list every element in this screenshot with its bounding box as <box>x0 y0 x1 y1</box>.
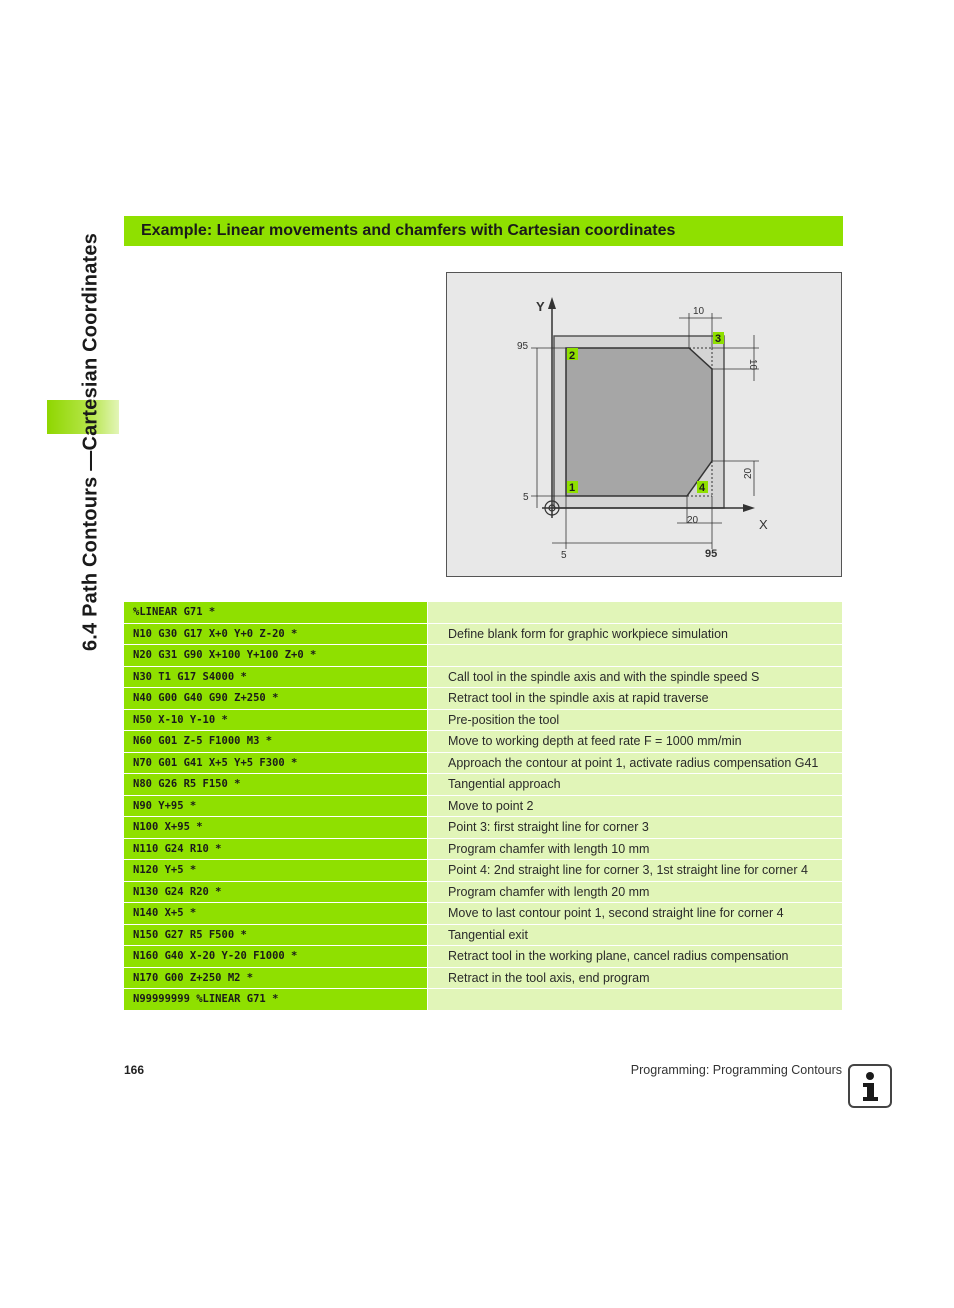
dim-95-bottom-label: 95 <box>705 548 718 560</box>
program-row <box>124 774 842 796</box>
nc-block-code: N110 G24 R10 * <box>124 839 427 861</box>
program-row <box>124 860 842 882</box>
program-row <box>124 624 842 646</box>
nc-block-code: N150 G27 R5 F500 * <box>124 925 427 947</box>
nc-block-description: Call tool in the spindle axis and with the spindle speed S <box>427 667 842 689</box>
nc-block-description: Define blank form for graphic workpiece simulation <box>427 624 842 646</box>
program-row <box>124 645 842 667</box>
nc-block-description: Tangential exit <box>427 925 842 947</box>
nc-block-code: N140 X+5 * <box>124 903 427 925</box>
nc-block-code: N40 G00 G40 G90 Z+250 * <box>124 688 427 710</box>
dim-20-bottom-label: 20 <box>687 515 699 526</box>
nc-block-code: N100 X+95 * <box>124 817 427 839</box>
x-axis-arrow <box>743 504 755 512</box>
program-row <box>124 989 842 1011</box>
nc-block-code: N160 G40 X-20 Y-20 F1000 * <box>124 946 427 968</box>
point-1-label: 1 <box>569 482 576 494</box>
point-2-label: 2 <box>569 350 576 362</box>
nc-block-code: N30 T1 G17 S4000 * <box>124 667 427 689</box>
contour-figure <box>446 272 842 577</box>
x-axis-label: X <box>759 517 768 532</box>
workpiece-contour <box>566 348 712 496</box>
nc-block-description: Retract in the tool axis, end program <box>427 968 842 990</box>
nc-block-description: Approach the contour at point 1, activate radius compensation G41 <box>427 753 842 775</box>
nc-block-description: Tangential approach <box>427 774 842 796</box>
program-row <box>124 903 842 925</box>
nc-block-code: N20 G31 G90 X+100 Y+100 Z+0 * <box>124 645 427 667</box>
chapter-title: Programming: Programming Contours <box>630 1063 842 1077</box>
dim-10-top-label: 10 <box>693 306 705 317</box>
example-heading <box>124 216 843 246</box>
program-row <box>124 667 842 689</box>
nc-block-description: Program chamfer with length 20 mm <box>427 882 842 904</box>
nc-block-description <box>427 989 842 1011</box>
nc-block-description: Move to working depth at feed rate F = 1000 mm/min <box>427 731 842 753</box>
point-3-label: 3 <box>715 333 722 345</box>
y-axis-label: Y <box>536 299 545 314</box>
nc-block-code: N10 G30 G17 X+0 Y+0 Z-20 * <box>124 624 427 646</box>
nc-block-code: N80 G26 R5 F150 * <box>124 774 427 796</box>
nc-block-code: N50 X-10 Y-10 * <box>124 710 427 732</box>
nc-block-description: Program chamfer with length 10 mm <box>427 839 842 861</box>
dim-95-label: 95 <box>517 341 529 352</box>
dim-5-bottom-label: 5 <box>561 550 567 561</box>
program-row <box>124 925 842 947</box>
dim-10-right-label: 10 <box>747 359 758 371</box>
nc-block-code: N90 Y+95 * <box>124 796 427 818</box>
nc-block-code: N130 G24 R20 * <box>124 882 427 904</box>
nc-block-description: Retract tool in the working plane, cancel radius compensation <box>427 946 842 968</box>
nc-block-description: Pre-position the tool <box>427 710 842 732</box>
info-icon <box>848 1064 892 1108</box>
nc-block-code: N70 G01 G41 X+5 Y+5 F300 * <box>124 753 427 775</box>
page-number: 166 <box>124 1063 145 1077</box>
program-row <box>124 731 842 753</box>
nc-block-description: Point 3: first straight line for corner 3 <box>427 817 842 839</box>
nc-block-description: Retract tool in the spindle axis at rapid traverse <box>427 688 842 710</box>
info-icon-glyph <box>850 1066 890 1106</box>
nc-block-description <box>427 645 842 667</box>
nc-block-code: N120 Y+5 * <box>124 860 427 882</box>
program-row <box>124 968 842 990</box>
section-title: 6.4 Path Contours —Cartesian Coordinates <box>79 232 102 652</box>
program-row <box>124 882 842 904</box>
program-row <box>124 946 842 968</box>
nc-block-code: N170 G00 Z+250 M2 * <box>124 968 427 990</box>
program-row <box>124 753 842 775</box>
contour-drawing <box>447 273 843 578</box>
nc-block-code: N99999999 %LINEAR G71 * <box>124 989 427 1011</box>
program-table <box>124 602 842 1011</box>
program-row <box>124 710 842 732</box>
y-axis-arrow <box>548 297 556 309</box>
program-row <box>124 817 842 839</box>
dim-20-right-label: 20 <box>743 467 754 479</box>
nc-block-description: Move to last contour point 1, second straight line for corner 4 <box>427 903 842 925</box>
nc-block-description <box>427 602 842 624</box>
nc-block-description: Move to point 2 <box>427 796 842 818</box>
dim-5-left-label: 5 <box>523 492 529 503</box>
program-row <box>124 602 842 624</box>
nc-block-code: N60 G01 Z-5 F1000 M3 * <box>124 731 427 753</box>
program-row <box>124 796 842 818</box>
program-row <box>124 839 842 861</box>
nc-block-code: %LINEAR G71 * <box>124 602 427 624</box>
program-row <box>124 688 842 710</box>
example-heading-text: Example: Linear movements and chamfers with Cartesian coordinates <box>141 222 676 239</box>
point-4-label: 4 <box>699 482 706 494</box>
nc-block-description: Point 4: 2nd straight line for corner 3, 1st straight line for corner 4 <box>427 860 842 882</box>
